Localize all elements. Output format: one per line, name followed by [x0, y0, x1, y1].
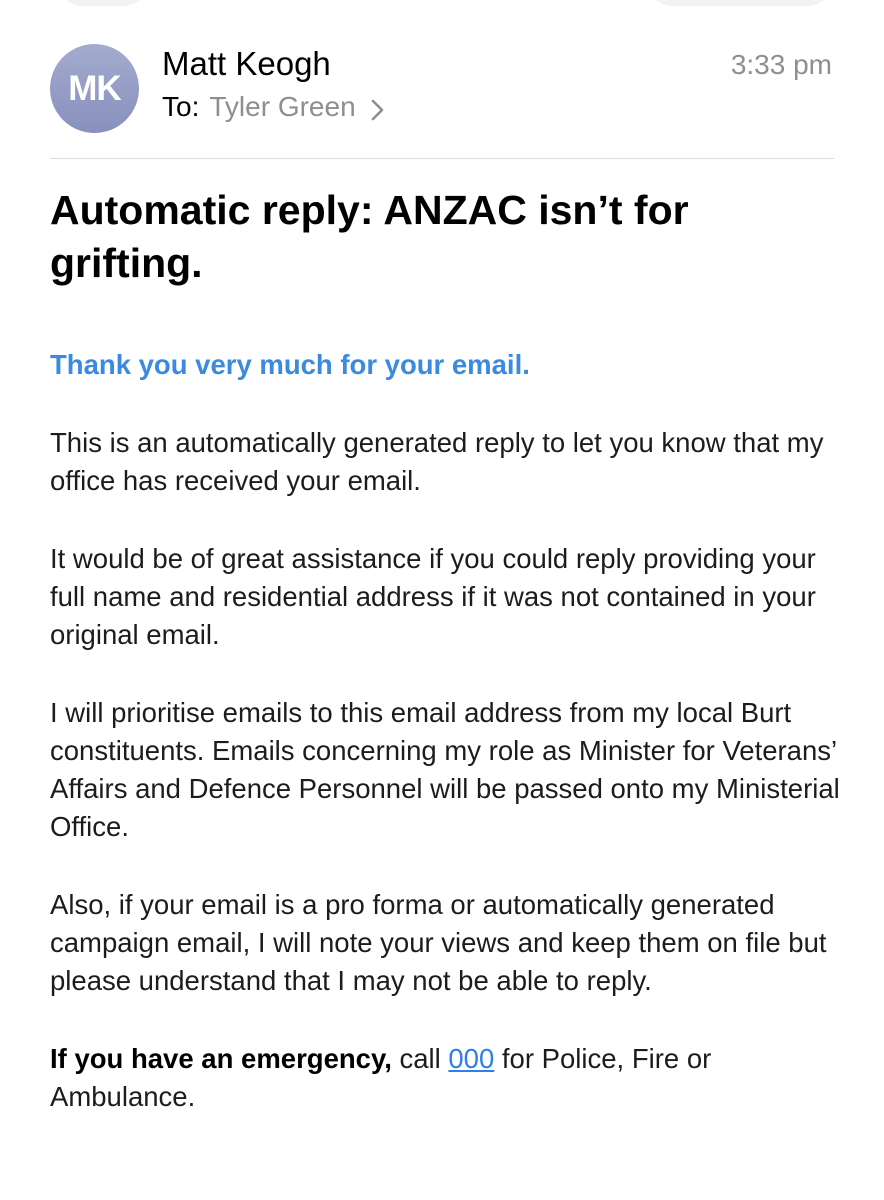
email-body [50, 346, 850, 1156]
sender-avatar[interactable] [50, 44, 139, 133]
recipient-name[interactable]: Tyler Green [209, 91, 356, 122]
top-toolbar-button-left[interactable] [58, 0, 148, 6]
body-paragraph-2: It would be of great assistance if you could reply providing your full name and residential address if it was not contained in your original email. [50, 543, 816, 650]
body-greeting: Thank you very much for your email. [50, 349, 530, 380]
body-paragraph-3: I will prioritise emails to this email address from my local Burt constituents. Emails concerning my role as Minister for Veterans’ Affairs and Defence Personnel will be passed onto my Ministerial Office. [50, 697, 840, 842]
emergency-paragraph [50, 1040, 850, 1116]
emergency-pre-link: call [391, 1043, 449, 1074]
emergency-heading: If you have an emergency, [50, 1043, 392, 1074]
sender-name[interactable]: Matt Keogh [162, 45, 331, 82]
top-toolbar-button-right[interactable] [648, 0, 832, 6]
to-label: To: [162, 91, 200, 122]
recipient-row[interactable] [162, 89, 388, 125]
received-time: 3:33 pm [730, 49, 832, 80]
emergency-post-link: for Police, Fire or Ambulance. [50, 1043, 712, 1112]
header-divider [50, 158, 834, 159]
emergency-phone-link[interactable]: 000 [448, 1043, 495, 1074]
sender-initials: MK [68, 68, 121, 108]
body-paragraph-4: Also, if your email is a pro forma or automatically generated campaign email, I will note your views and keep them on file but please understand that I may not be able to reply. [50, 889, 827, 996]
email-subject: Automatic reply: ANZAC isn’t for grifting. [50, 187, 689, 286]
chevron-right-icon[interactable] [368, 95, 388, 119]
body-paragraph-1: This is an automatically generated reply to let you know that my office has received your email. [50, 427, 824, 496]
